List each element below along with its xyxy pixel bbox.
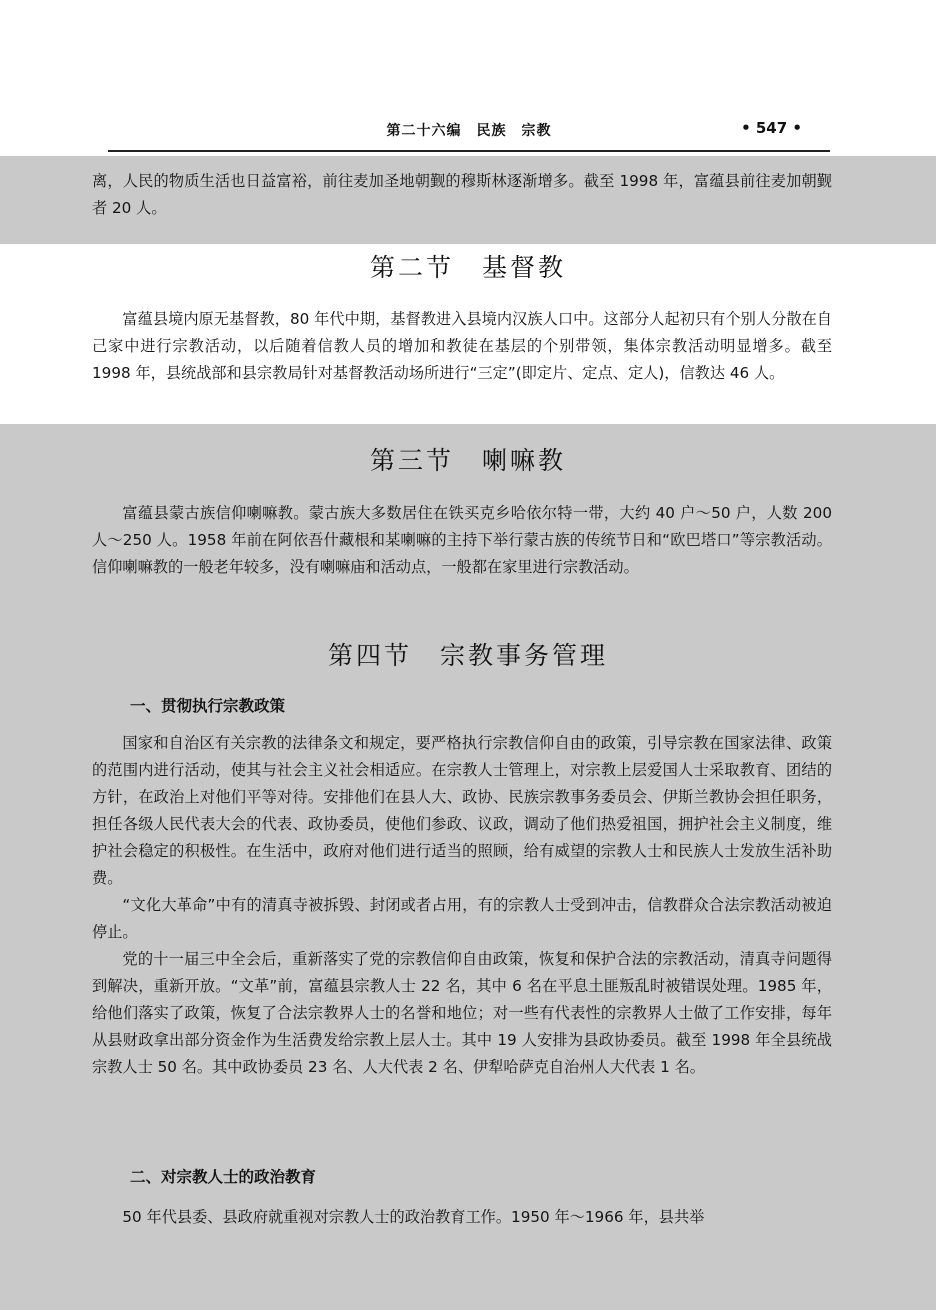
paragraph: 50 年代县委、县政府就重视对宗教人士的政治教育工作。1950 年～1966 年，县共举	[122, 1208, 705, 1226]
paragraph: 富蕴县境内原无基督教，80 年代中期，基督教进入县境内汉族人口中。这部分人起初只有个别人分散在自己家中进行宗教活动，以后随着信教人员的增加和教徒在基层的个别带领，集体宗教活动明显增多。截至 1998 年，县统战部和县宗教局针对基督教活动场所进行“三定”(即定片、定点、定人)，信教达 46 人。	[92, 310, 832, 382]
paragraph: “文化大革命”中有的清真寺被拆毁、封闭或者占用，有的宗教人士受到冲击，信教群众合法宗教活动被迫停止。	[92, 896, 832, 941]
page-number: • 547 •	[741, 119, 802, 137]
continued-paragraph: 离，人民的物质生活也日益富裕，前往麦加圣地朝觐的穆斯林逐渐增多。截至 1998 年，富蕴县前往麦加朝觐者 20 人。	[92, 172, 832, 217]
running-header	[108, 116, 830, 152]
section-title-christianity: 第二节 基督教	[369, 253, 566, 282]
paragraph: 党的十一届三中全会后，重新落实了党的宗教信仰自由政策，恢复和保护合法的宗教活动，清真寺问题得到解决，重新开放。“文革”前，富蕴县宗教人士 22 名，其中 6 名在平息土匪叛乱时被错误处理。1985 年，给他们落实了政策，恢复了合法宗教界人士的名誉和地位；对一些有代表性的宗教界人士做了工作安排，每年从县财政拿出部分资金作为生活费发给宗教上层人士。其中 19 人安排为县政协委员。截至 1998 年全县统战宗教人士 50 名。其中政协委员 23 名、人大代表 2 名、伊犁哈萨克自治州人大代表 1 名。	[92, 950, 832, 1076]
section-title-lamaism: 第三节 喇嘛教	[369, 446, 566, 475]
subsection-heading-policy: 一、贯彻执行宗教政策	[130, 697, 286, 715]
continued-paragraph-block	[92, 168, 832, 222]
paragraph: 富蕴县蒙古族信仰喇嘛教。蒙古族大多数居住在铁买克乡哈依尔特一带，大约 40 户～50 户，人数 200 人～250 人。1958 年前在阿依吾什藏根和某喇嘛的主持下举行蒙古族的传统节日和“欧巴塔口”等宗教活动。信仰喇嘛教的一般老年较多，没有喇嘛庙和活动点，一般都在家里进行宗教活动。	[92, 504, 832, 576]
subsection-body-education	[92, 1204, 832, 1231]
subsection-body-policy	[92, 730, 832, 1081]
section-body-christianity	[92, 306, 832, 387]
running-title: 第二十六编 民族 宗教	[386, 123, 552, 139]
subsection-heading-education: 二、对宗教人士的政治教育	[130, 1168, 317, 1186]
section-body-lamaism	[92, 500, 832, 581]
section-title-religious-affairs: 第四节 宗教事务管理	[327, 641, 608, 670]
paragraph: 国家和自治区有关宗教的法律条文和规定，要严格执行宗教信仰自由的政策，引导宗教在国家法律、政策的范围内进行活动，使其与社会主义社会相适应。在宗教人士管理上，对宗教上层爱国人士采取教育、团结的方针，在政治上对他们平等对待。安排他们在县人大、政协、民族宗教事务委员会、伊斯兰教协会担任职务，担任各级人民代表大会的代表、政协委员，使他们参政、议政，调动了他们热爱祖国，拥护社会主义制度，维护社会稳定的积极性。在生活中，政府对他们进行适当的照顾，给有威望的宗教人士和民族人士发放生活补助费。	[92, 734, 832, 887]
